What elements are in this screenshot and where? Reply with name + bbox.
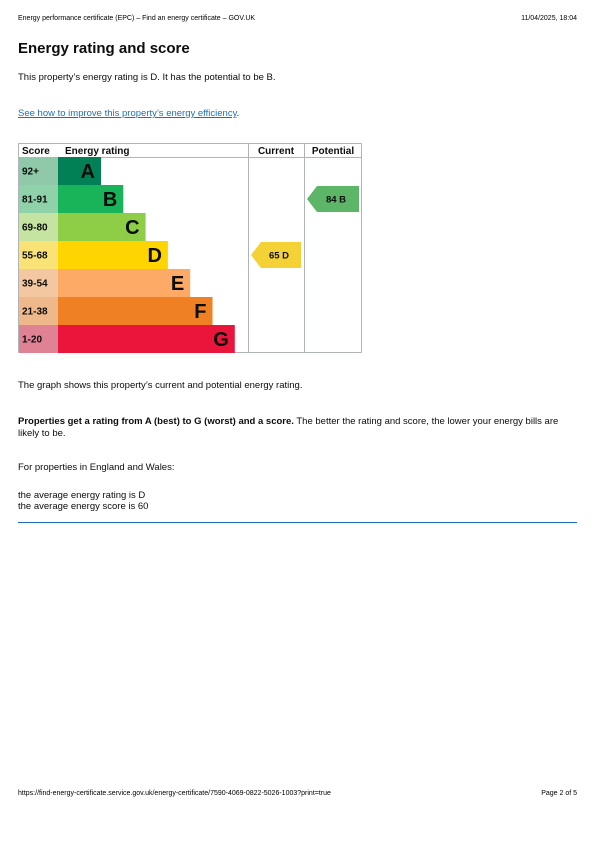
rating-letter-e: E [170, 273, 185, 295]
section-divider [18, 522, 577, 523]
properties-bold-text: Properties get a rating from A (best) to G (worst) and a score. [18, 416, 294, 427]
rating-letter-a: A [80, 161, 95, 183]
print-header-title: Energy performance certificate (EPC) – Find an energy certificate – GOV.UK [18, 15, 256, 22]
score-range-e: 39-54 [22, 278, 48, 290]
score-range-f: 21-38 [22, 306, 48, 318]
epc-bands [19, 157, 235, 353]
properties-explanation [18, 416, 577, 440]
rating-letter-c: C [125, 217, 140, 239]
score-range-g: 1-20 [22, 334, 43, 346]
rating-sentence: This property’s energy rating is D. It has the potential to be B. [18, 72, 276, 83]
score-range-b: 81-91 [22, 194, 48, 206]
score-range-d: 55-68 [22, 250, 48, 262]
graph-note: The graph shows this property’s current and potential energy rating. [18, 380, 303, 391]
print-header-datetime: 11/04/2025, 18:04 [521, 15, 577, 22]
average-score-text: the average energy score is 60 [18, 501, 149, 512]
page-title: Energy rating and score [18, 40, 190, 57]
rating-letter-d: D [147, 245, 162, 267]
print-header [18, 15, 577, 22]
epc-rating-chart [18, 143, 362, 353]
main-content [18, 40, 577, 512]
score-range-c: 69-80 [22, 222, 48, 234]
rating-bar-f [58, 297, 213, 325]
rating-letter-g: G [213, 329, 229, 351]
potential-rating-label: 84 B [325, 194, 347, 206]
improve-link-paragraph [18, 108, 239, 120]
current-rating-label: 65 D [268, 250, 290, 262]
header-energy-rating: Energy rating [65, 146, 130, 157]
header-current: Current [257, 146, 295, 157]
rating-letter-b: B [102, 189, 118, 211]
rating-bar-g [58, 325, 235, 353]
score-range-a: 92+ [22, 166, 39, 178]
print-footer [18, 790, 577, 797]
header-score: Score [22, 146, 50, 157]
improve-link-suffix: . [236, 108, 240, 119]
rating-letter-f: F [194, 301, 207, 323]
properties-rest-text: The better the rating and score, the lower your energy bills are likely to be. [18, 416, 559, 439]
improve-efficiency-link[interactable]: See how to improve this property’s energy efficiency [18, 108, 237, 119]
england-wales-intro: For properties in England and Wales: [18, 462, 175, 473]
print-footer-url: https://find-energy-certificate.service.gov.uk/energy-certificate/7590-4069-0822-5026-1003?print=true [18, 790, 331, 797]
header-potential: Potential [311, 146, 355, 157]
print-footer-page: Page 2 of 5 [541, 790, 577, 797]
average-rating-text: the average energy rating is D [18, 490, 146, 501]
